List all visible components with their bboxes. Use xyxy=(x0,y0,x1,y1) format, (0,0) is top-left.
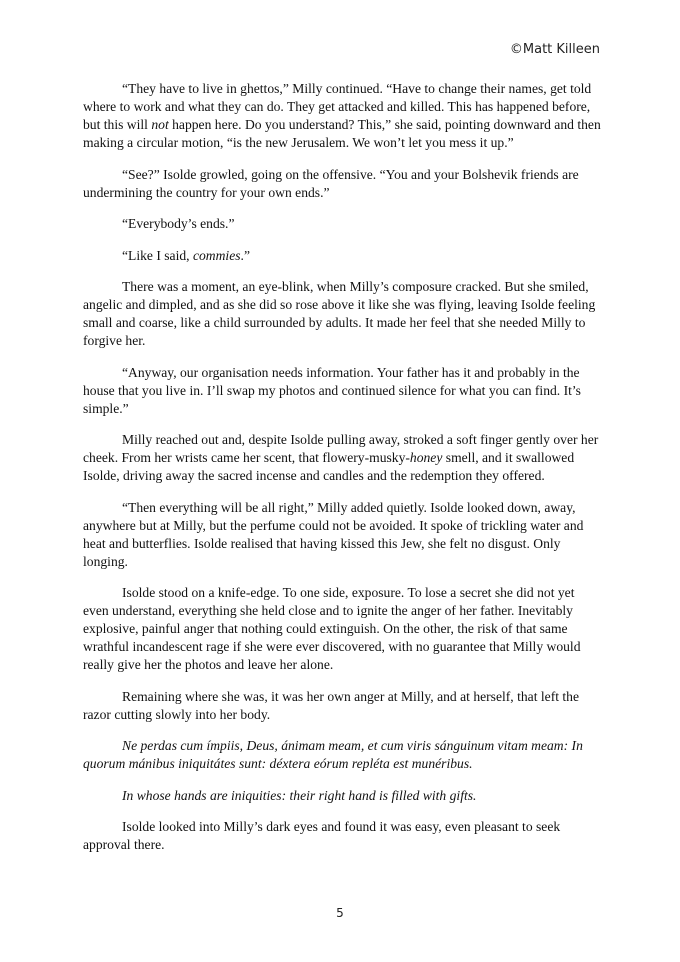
text-segment: “Anyway, our organisation needs information. Your father has it and probably in the house that you live in. I’ll swap my photos and continued silence for what you can find. It’s simple.” xyxy=(83,364,581,416)
text-segment: Remaining where she was, it was her own anger at Milly, and at herself, that left the razor cutting slowly into her body. xyxy=(83,688,580,722)
story-paragraph xyxy=(83,215,603,233)
story-paragraph xyxy=(83,431,603,485)
italic-text-segment: honey xyxy=(409,450,443,465)
story-paragraph xyxy=(83,80,603,152)
text-segment: smell, and it swallowed Isolde, driving away the sacred incense and candles and the redemption they offered. xyxy=(83,450,575,483)
text-segment: Isolde looked into Milly’s dark eyes and found it was easy, even pleasant to seek approval there. xyxy=(83,819,561,852)
story-paragraph xyxy=(83,688,603,724)
text-segment: There was a moment, an eye-blink, when Milly’s composure cracked. But she smiled, angelic and dimpled, and as she did so rose above it like she was flying, leaving Isolde feeling small and coarse, like a child surrounded by adults. It made her feel that she needed Milly to forgive her. xyxy=(83,279,596,348)
page-number: 5 xyxy=(336,906,344,920)
text-segment: Isolde stood on a knife-edge. To one side, exposure. To lose a secret she did not yet even understand, everything she held close and to ignite the anger of her father. Inevitably explosive, painful anger that nothing could extinguish. On the other, the risk of that same wrathful incandescent rage if she were ever discovered, with no guarantee that Milly would really give her the photos and leave her alone. xyxy=(83,585,581,672)
manuscript-body xyxy=(83,80,603,868)
text-segment: “They have to live in ghettos,” Milly continued. “Have to change their names, get told where to work and what they can do. They get attacked and killed. This has happened before, but this will xyxy=(83,81,592,132)
story-paragraph xyxy=(83,499,603,571)
text-segment: “Everybody’s ends.” xyxy=(122,216,235,231)
text-segment: “Then everything will be all right,” Milly added quietly. Isolde looked down, away, anywhere but at Milly, but the perfume could not be avoided. It spoke of trickling water and heat and butterflies. Isolde realised that having kissed this Jew, she felt no disgust. Only longing. xyxy=(83,499,584,569)
story-paragraph xyxy=(83,247,603,265)
text-segment: “Like I said, xyxy=(122,247,193,263)
story-paragraph xyxy=(83,364,603,418)
text-segment: .” xyxy=(240,247,250,263)
italic-text-segment: commies xyxy=(192,247,241,263)
copyright-header: ©Matt Killeen xyxy=(509,42,600,57)
italic-text-segment: In whose hands are iniquities: their right hand is filled with gifts. xyxy=(122,787,477,803)
latin-prayer-paragraph xyxy=(83,787,603,805)
story-paragraph xyxy=(83,584,603,674)
text-segment: “See?” Isolde growled, going on the offensive. “You and your Bolshevik friends are undermining the country for your own ends.” xyxy=(83,166,579,200)
italic-text-segment: not xyxy=(151,117,169,132)
story-paragraph xyxy=(83,278,603,350)
text-segment: happen here. Do you understand? This,” she said, pointing downward and then making a circular motion, “is the new Jerusalem. We won’t let you mess it up.” xyxy=(83,117,601,150)
story-paragraph xyxy=(83,818,603,854)
story-paragraph xyxy=(83,166,603,202)
latin-prayer-paragraph xyxy=(83,737,603,773)
text-segment: Milly reached out and, despite Isolde pulling away, stroked a soft finger gently over her cheek. From her wrists came her scent, that flowery-musky- xyxy=(83,432,599,465)
italic-text-segment: Ne perdas cum ímpiis, Deus, ánimam meam, et cum viris sánguinum vitam meam: In quorum mánibus iniquitátes sunt: déxtera eórum repléta est munéribus. xyxy=(83,738,583,771)
